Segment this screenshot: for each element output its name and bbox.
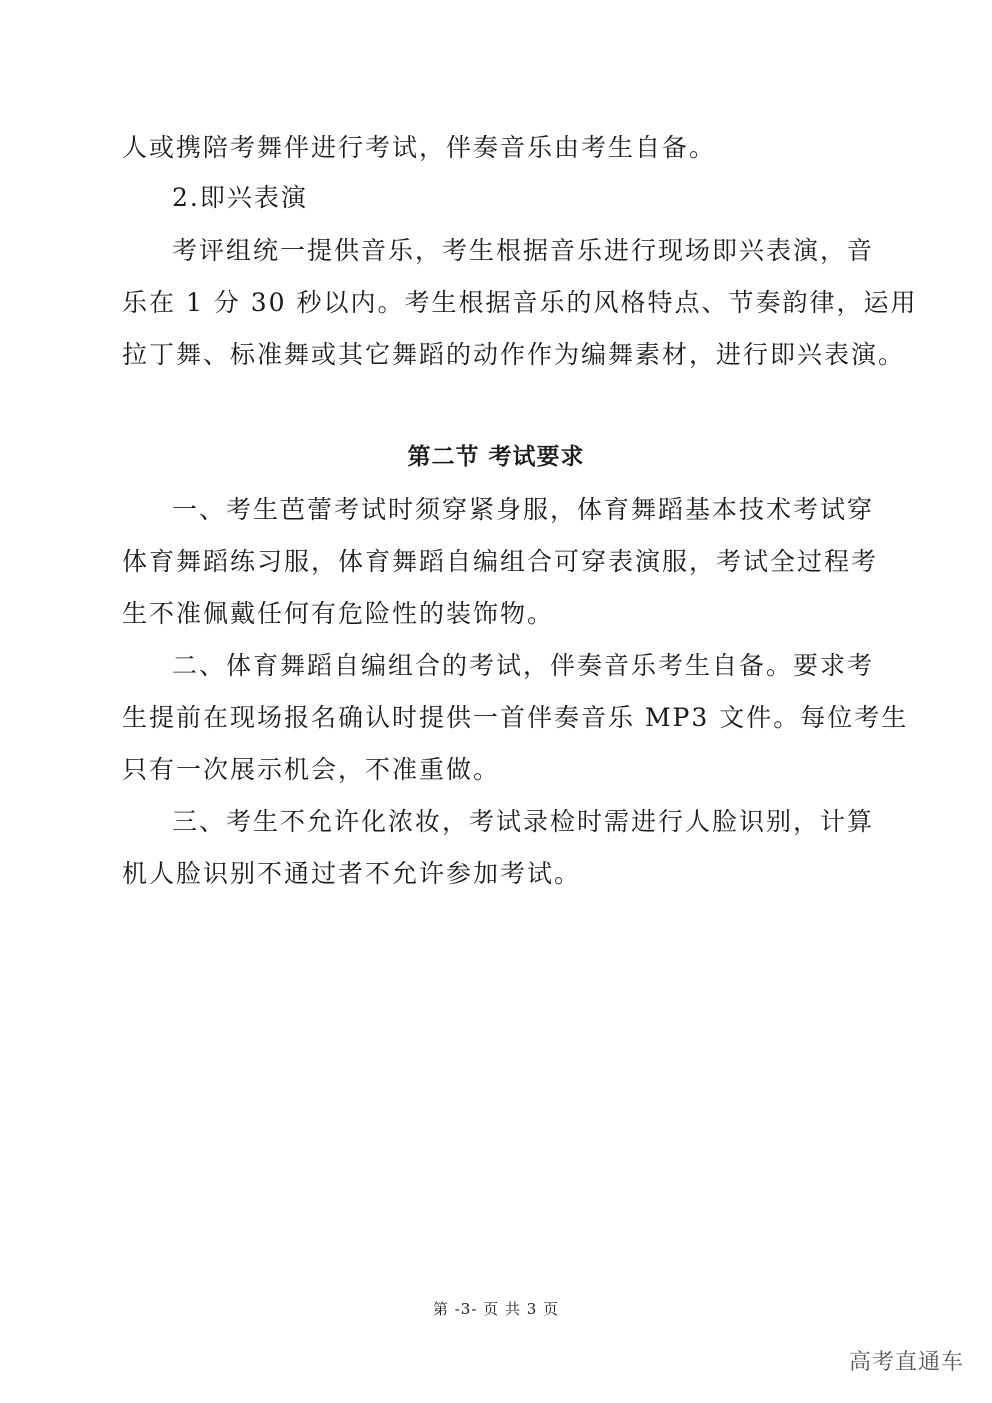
paragraph-line: 机人脸识别不通过者不允许参加考试。 [122,859,582,888]
paragraph-line: 乐在 1 分 30 秒以内。考生根据音乐的风格特点、节奏韵律，运用 [122,288,918,317]
paragraph-line: 考评组统一提供音乐，考生根据音乐进行现场即兴表演，音 [172,236,875,265]
paragraph-line: 生不准佩戴任何有危险性的装饰物。 [122,599,555,628]
subheading-improvisation: 2.即兴表演 [172,183,308,212]
paragraph-line: 生提前在现场报名确认时提供一首伴奏音乐 MP3 文件。每位考生 [122,703,909,732]
paragraph-line: 体育舞蹈练习服，体育舞蹈自编组合可穿表演服，考试全过程考 [122,547,879,576]
paragraph-line: 二、体育舞蹈自编组合的考试，伴奏音乐考生自备。要求考 [172,651,875,680]
paragraph-line: 人或携陪考舞伴进行考试，伴奏音乐由考生自备。 [122,133,717,162]
watermark-text: 高考直通车 [848,1350,964,1375]
section-heading: 第二节 考试要求 [407,444,585,470]
paragraph-line: 拉丁舞、标准舞或其它舞蹈的动作作为编舞素材，进行即兴表演。 [122,340,906,369]
page-number-footer: 第 -3- 页 共 3 页 [432,1300,560,1318]
paragraph-line: 一、考生芭蕾考试时须穿紧身服，体育舞蹈基本技术考试穿 [172,495,875,524]
paragraph-line: 只有一次展示机会，不准重做。 [122,755,501,784]
paragraph-line: 三、考生不允许化浓妆，考试录检时需进行人脸识别，计算 [172,807,875,836]
